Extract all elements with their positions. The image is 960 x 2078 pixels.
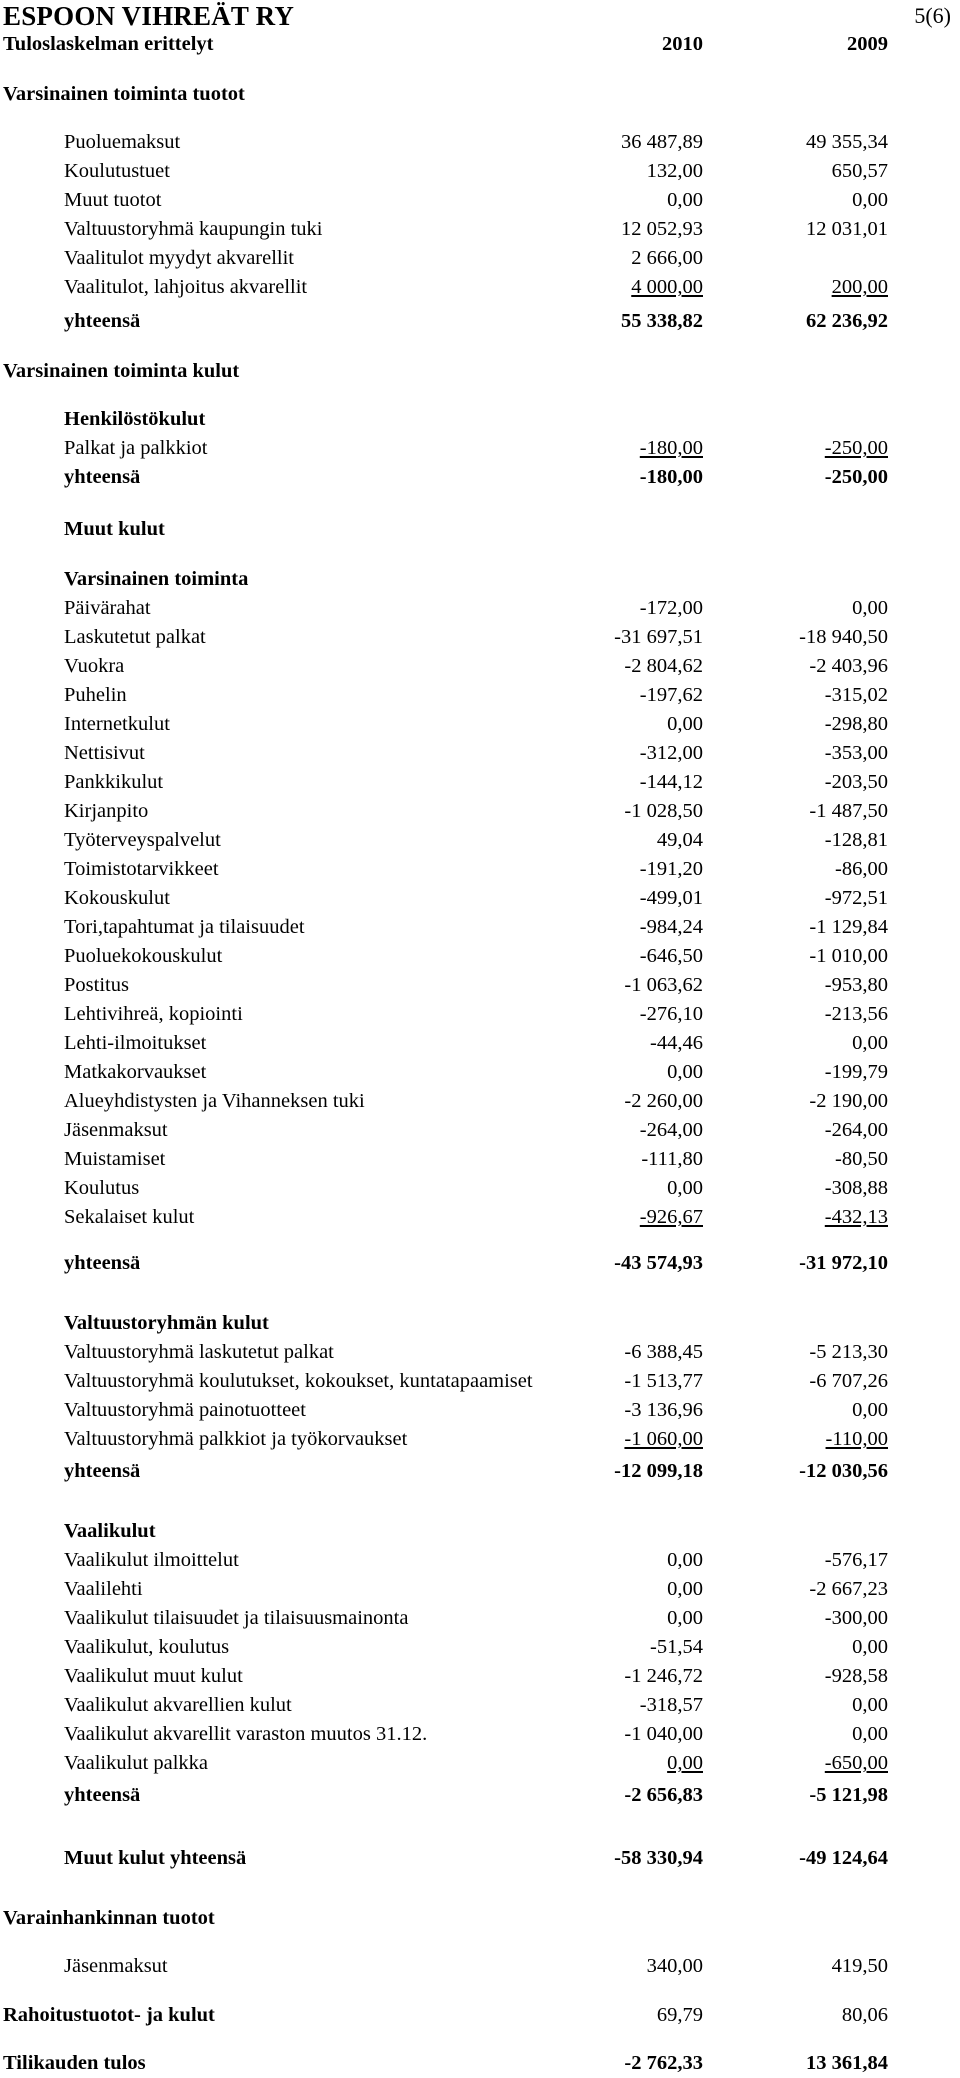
value-2009: -31 972,10	[799, 1252, 888, 1274]
page-header	[3, 0, 957, 30]
row-label: Valtuustoryhmä palkkiot ja työkorvaukset	[64, 1428, 408, 1450]
value-2009: -432,13	[824, 1206, 888, 1228]
value-2010: -2 656,83	[624, 1784, 703, 1806]
row-label: Valtuustoryhmä koulutukset, kokoukset, kuntatapaamiset	[64, 1370, 533, 1392]
row-label: Varsinainen toiminta kulut	[3, 360, 240, 382]
row-label: Koulutus	[64, 1177, 140, 1199]
value-2010: 55 338,82	[621, 310, 703, 332]
value-2009: -5 121,98	[809, 1784, 888, 1806]
statement-row	[0, 1396, 960, 1424]
row-label: Palkat ja palkkiot	[64, 437, 208, 459]
value-2010: -984,24	[639, 916, 703, 938]
value-2010: -197,62	[639, 684, 703, 706]
statement-row	[0, 1517, 960, 1545]
row-label: Vaalikulut tilaisuudet ja tilaisuusmainonta	[64, 1607, 409, 1629]
statement-row	[0, 405, 960, 433]
value-2009: 80,06	[841, 2004, 888, 2026]
value-2009: -110,00	[825, 1428, 888, 1450]
row-label: Varsinainen toiminta tuotot	[3, 83, 245, 105]
value-2009: -650,00	[824, 1752, 888, 1774]
page-number: 5(6)	[914, 3, 951, 28]
value-2010: 36 487,89	[621, 131, 703, 153]
statement-row	[0, 244, 960, 272]
value-2010: -646,50	[639, 945, 703, 967]
statement-row	[0, 1662, 960, 1690]
value-2010: -43 574,93	[614, 1252, 703, 1274]
statement-row	[0, 826, 960, 854]
value-2009: 0,00	[852, 1399, 888, 1421]
value-2010: 69,79	[656, 2004, 703, 2026]
row-label: Puoluemaksut	[64, 131, 181, 153]
row-label: Jäsenmaksut	[64, 1955, 168, 1977]
row-label: Varsinainen toiminta	[64, 568, 249, 590]
statement-row	[0, 128, 960, 156]
row-label: Lehtivihreä, kopiointi	[64, 1003, 243, 1025]
statement-row	[0, 1844, 960, 1872]
row-label: Kokouskulut	[64, 887, 170, 909]
value-2009: -199,79	[824, 1061, 888, 1083]
statement-row	[0, 1633, 960, 1661]
row-label: Valtuustoryhmän kulut	[64, 1312, 269, 1334]
statement-row	[0, 357, 960, 385]
statement-row	[0, 565, 960, 593]
value-2010: -1 040,00	[624, 1723, 703, 1745]
row-label: Varainhankinnan tuotot	[3, 1907, 215, 1929]
value-2009: 650,57	[831, 160, 888, 182]
row-label: yhteensä	[64, 310, 141, 332]
row-label: Vuokra	[64, 655, 125, 677]
statement-row	[0, 2001, 960, 2029]
value-2009: -86,00	[835, 858, 888, 880]
value-2010: 0,00	[667, 1549, 703, 1571]
row-label: Internetkulut	[64, 713, 170, 735]
statement-row	[0, 1029, 960, 1057]
statement-row	[0, 913, 960, 941]
row-label: Tori,tapahtumat ja tilaisuudet	[64, 916, 305, 938]
row-label: Nettisivut	[64, 742, 145, 764]
statement-row	[0, 434, 960, 462]
value-2010: 12 052,93	[621, 218, 703, 240]
statement-row	[0, 515, 960, 543]
statement-row	[0, 1309, 960, 1337]
value-2010: 0,00	[667, 713, 703, 735]
value-2009: -953,80	[824, 974, 888, 996]
statement-row	[0, 1952, 960, 1980]
organization-name: ESPOON VIHREÄT RY	[3, 1, 295, 31]
value-2009: -12 030,56	[799, 1460, 888, 1482]
row-label: Muut kulut yhteensä	[64, 1847, 247, 1869]
value-2010: 0,00	[667, 1607, 703, 1629]
value-2009: 0,00	[852, 189, 888, 211]
row-label: Valtuustoryhmä laskutetut palkat	[64, 1341, 334, 1363]
value-2009: -49 124,64	[799, 1847, 888, 1869]
statement-row	[0, 710, 960, 738]
row-label: Koulutustuet	[64, 160, 170, 182]
statement-row	[0, 1904, 960, 1932]
statement-row	[0, 681, 960, 709]
value-2009: -315,02	[824, 684, 888, 706]
row-label: Jäsenmaksut	[64, 1119, 168, 1141]
row-label: Vaalikulut akvarellit varaston muutos 31.12.	[64, 1723, 428, 1745]
statement-row	[0, 30, 960, 58]
statement-row	[0, 623, 960, 651]
value-2010: -111,80	[641, 1148, 703, 1170]
row-label: Muut kulut	[64, 518, 165, 540]
value-2010: -1 028,50	[624, 800, 703, 822]
value-2010: -499,01	[639, 887, 703, 909]
row-label: Laskutetut palkat	[64, 626, 206, 648]
value-2010: -6 388,45	[624, 1341, 703, 1363]
row-label: Alueyhdistysten ja Vihanneksen tuki	[64, 1090, 365, 1112]
row-label: Työterveyspalvelut	[64, 829, 221, 851]
statement-row	[0, 1457, 960, 1485]
row-label: Sekalaiset kulut	[64, 1206, 195, 1228]
value-2009: -972,51	[824, 887, 888, 909]
statement-row	[0, 739, 960, 767]
value-2009: -5 213,30	[809, 1341, 888, 1363]
value-2009: 49 355,34	[806, 131, 888, 153]
statement-row	[0, 2049, 960, 2077]
statement-row	[0, 1781, 960, 1809]
statement-row	[0, 1338, 960, 1366]
value-2010: 0,00	[667, 1061, 703, 1083]
value-2009: -128,81	[824, 829, 888, 851]
value-2010: -51,54	[650, 1636, 703, 1658]
row-label: yhteensä	[64, 466, 141, 488]
statement-row	[0, 971, 960, 999]
value-2010: 0,00	[667, 1177, 703, 1199]
statement-row	[0, 1546, 960, 1574]
value-2009: -308,88	[824, 1177, 888, 1199]
value-2010: -312,00	[639, 742, 703, 764]
row-label: yhteensä	[64, 1460, 141, 1482]
value-2009: 200,00	[831, 276, 888, 298]
statement-row	[0, 1249, 960, 1277]
statement-row	[0, 80, 960, 108]
row-label: Toimistotarvikkeet	[64, 858, 219, 880]
value-2009: -298,80	[824, 713, 888, 735]
statement-row	[0, 942, 960, 970]
row-label: Matkakorvaukset	[64, 1061, 207, 1083]
value-2009: -2 667,23	[809, 1578, 888, 1600]
row-label: Pankkikulut	[64, 771, 164, 793]
column-header-2009: 2009	[847, 33, 888, 55]
statement-row	[0, 307, 960, 335]
value-2010: -31 697,51	[614, 626, 703, 648]
value-2009: 0,00	[852, 597, 888, 619]
value-2009: -2 190,00	[809, 1090, 888, 1112]
value-2009: -6 707,26	[809, 1370, 888, 1392]
value-2009: 0,00	[852, 1636, 888, 1658]
row-label: Vaalikulut akvarellien kulut	[64, 1694, 292, 1716]
value-2010: 4 000,00	[631, 276, 703, 298]
row-label: Muistamiset	[64, 1148, 166, 1170]
row-label: Vaalikulut, koulutus	[64, 1636, 230, 1658]
value-2009: -250,00	[824, 466, 888, 488]
row-label: Vaalikulut muut kulut	[64, 1665, 243, 1687]
statement-row	[0, 768, 960, 796]
value-2010: -2 804,62	[624, 655, 703, 677]
row-label: yhteensä	[64, 1784, 141, 1806]
value-2009: -1 010,00	[809, 945, 888, 967]
value-2009: -1 487,50	[809, 800, 888, 822]
value-2010: 340,00	[646, 1955, 703, 1977]
row-label: Valtuustoryhmä painotuotteet	[64, 1399, 306, 1421]
value-2009: -264,00	[824, 1119, 888, 1141]
value-2010: -1 246,72	[624, 1665, 703, 1687]
value-2010: -2 762,33	[624, 2052, 703, 2074]
statement-row	[0, 1145, 960, 1173]
value-2010: -144,12	[639, 771, 703, 793]
column-header-2010: 2010	[662, 33, 703, 55]
row-label: Vaalikulut ilmoittelut	[64, 1549, 239, 1571]
value-2010: -1 063,62	[624, 974, 703, 996]
row-label: Tilikauden tulos	[3, 2052, 146, 2074]
row-label: Päivärahat	[64, 597, 151, 619]
row-label: Puoluekokouskulut	[64, 945, 223, 967]
value-2009: 0,00	[852, 1694, 888, 1716]
value-2010: -44,46	[650, 1032, 703, 1054]
value-2010: -12 099,18	[614, 1460, 703, 1482]
statement-row	[0, 594, 960, 622]
statement-row	[0, 463, 960, 491]
row-label: Vaalikulut palkka	[64, 1752, 209, 1774]
value-2009: 0,00	[852, 1032, 888, 1054]
value-2009: -353,00	[824, 742, 888, 764]
value-2010: 0,00	[667, 1578, 703, 1600]
statement-row	[0, 1749, 960, 1777]
value-2010: 0,00	[667, 1752, 703, 1774]
value-2010: -2 260,00	[624, 1090, 703, 1112]
statement-row	[0, 652, 960, 680]
value-2010: -58 330,94	[614, 1847, 703, 1869]
value-2010: -926,67	[639, 1206, 703, 1228]
value-2009: 0,00	[852, 1723, 888, 1745]
value-2009: -18 940,50	[799, 626, 888, 648]
statement-row	[0, 884, 960, 912]
value-2010: -180,00	[639, 466, 703, 488]
statement-row	[0, 1203, 960, 1231]
statement-row	[0, 855, 960, 883]
statement-row	[0, 1691, 960, 1719]
statement-row	[0, 1720, 960, 1748]
row-label: Lehti-ilmoitukset	[64, 1032, 207, 1054]
value-2009: -250,00	[824, 437, 888, 459]
statement-row	[0, 1425, 960, 1453]
statement-row	[0, 157, 960, 185]
statement-row	[0, 797, 960, 825]
row-label: Puhelin	[64, 684, 127, 706]
row-label: Kirjanpito	[64, 800, 149, 822]
row-label: Valtuustoryhmä kaupungin tuki	[64, 218, 323, 240]
row-label: Rahoitustuotot- ja kulut	[3, 2004, 215, 2026]
statement-row	[0, 215, 960, 243]
value-2010: 49,04	[656, 829, 703, 851]
statement-row	[0, 1058, 960, 1086]
row-label: Tuloslaskelman erittelyt	[3, 33, 214, 55]
value-2009: 12 031,01	[806, 218, 888, 240]
value-2010: -3 136,96	[624, 1399, 703, 1421]
value-2009: -203,50	[824, 771, 888, 793]
row-label: Vaalitulot myydyt akvarellit	[64, 247, 295, 269]
value-2010: 132,00	[646, 160, 703, 182]
value-2010: -318,57	[639, 1694, 703, 1716]
statement-row	[0, 1604, 960, 1632]
value-2010: -1 513,77	[624, 1370, 703, 1392]
value-2010: -264,00	[639, 1119, 703, 1141]
value-2009: -928,58	[824, 1665, 888, 1687]
row-label: Postitus	[64, 974, 129, 996]
statement-row	[0, 1087, 960, 1115]
value-2010: -191,20	[639, 858, 703, 880]
statement-row	[0, 273, 960, 301]
row-label: Vaalilehti	[64, 1578, 143, 1600]
value-2009: 62 236,92	[806, 310, 888, 332]
value-2009: -1 129,84	[809, 916, 888, 938]
statement-row	[0, 186, 960, 214]
value-2010: -180,00	[639, 437, 703, 459]
row-label: yhteensä	[64, 1252, 141, 1274]
value-2009: -80,50	[835, 1148, 888, 1170]
statement-row	[0, 1000, 960, 1028]
value-2010: 0,00	[667, 189, 703, 211]
value-2009: -2 403,96	[809, 655, 888, 677]
value-2009: -213,56	[824, 1003, 888, 1025]
statement-row	[0, 1575, 960, 1603]
row-label: Henkilöstökulut	[64, 408, 206, 430]
value-2010: -172,00	[639, 597, 703, 619]
value-2009: 13 361,84	[806, 2052, 888, 2074]
value-2010: -1 060,00	[624, 1428, 703, 1450]
statement-row	[0, 1367, 960, 1395]
statement-row	[0, 1116, 960, 1144]
value-2009: 419,50	[831, 1955, 888, 1977]
row-label: Muut tuotot	[64, 189, 162, 211]
statement-row	[0, 1174, 960, 1202]
value-2010: -276,10	[639, 1003, 703, 1025]
row-label: Vaalikulut	[64, 1520, 156, 1542]
value-2009: -300,00	[824, 1607, 888, 1629]
row-label: Vaalitulot, lahjoitus akvarellit	[64, 276, 308, 298]
value-2010: 2 666,00	[631, 247, 703, 269]
value-2009: -576,17	[824, 1549, 888, 1571]
